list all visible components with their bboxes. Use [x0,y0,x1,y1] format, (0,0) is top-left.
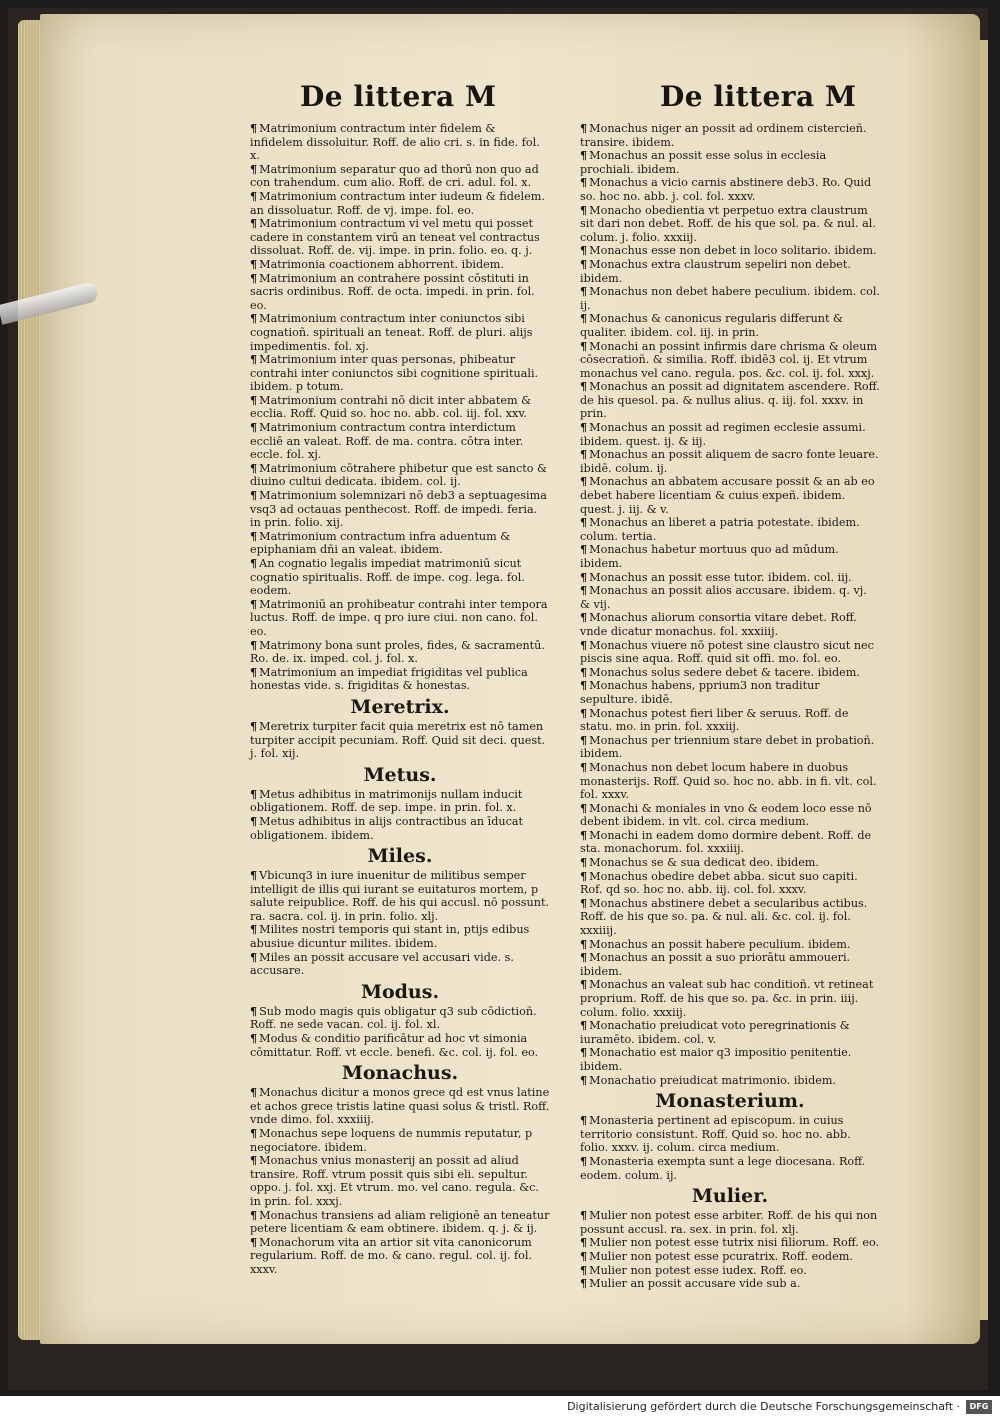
index-entry [580,516,880,543]
index-entry [580,1277,880,1291]
index-entry [580,285,880,312]
index-entry-text: Monachus se & sua dedicat deo. ibidem. [589,856,819,870]
paragraph-mark-icon: ¶ [580,868,588,883]
index-entry-text: Matrimonium contractum inter fidelem & infidelem dissoluitur. Roff. de alio cri. s. in fide. fol. x. [250,122,540,163]
index-entry [580,380,880,421]
index-entry-text: Monachus niger an possit ad ordinem cistercieñ. transire. ibidem. [580,122,867,149]
index-entry [250,598,550,639]
dfg-logo-icon: DFG [966,1400,992,1414]
index-entry-text: Monachus extra claustrum sepeliri non debet. ibidem. [580,257,851,285]
index-entry-text: Matrimonium an contrahere possint cōstituti in sacris ordinibus. Roff. de octa. impedi. in prin. fol. eo. [250,271,535,312]
index-entry-text: Monachus & canonicus regularis differunt & qualiter. ibidem. col. iij. in prin. [580,312,843,339]
index-entry [580,312,880,339]
index-entry [250,530,550,557]
paragraph-mark-icon: ¶ [580,610,588,625]
index-entry-text: Monachus esse non debet in loco solitario. ibidem. [589,244,877,258]
index-entry [580,679,880,706]
index-entry-text: Monachus aliorum consortia vitare debet. Roff. vnde dicatur monachus. fol. xxxiiij. [580,611,857,638]
index-entry-text: Monasteria pertinent ad episcopum. in cuius territorio consistunt. Roff. Quid so. hoc no. abb. folio. xxxv. ij. colum. circa medium. [580,1114,851,1155]
index-entry-text: Monachus non debet habere peculium. ibidem. col. ij. [580,285,880,312]
index-entry [250,720,550,761]
index-entry-text: An cognatio legalis impediat matrimoniū sicut cognatio spiritualis. Roff. de impe. cog. lega. fol. eodem. [250,557,525,598]
index-entry [250,1154,550,1208]
paragraph-mark-icon: ¶ [580,1208,588,1223]
index-entry-text: Monachus transiens ad aliam religionē an teneatur petere licentiam & eam obtinere. ibidem. q. j. & ij. [250,1208,550,1236]
index-entry-text: Metus adhibitus in matrimonijs nullam inducit obligationem. Roff. de sep. impe. in prin. fol. x. [250,787,523,815]
index-entry [250,489,550,530]
paragraph-mark-icon: ¶ [250,528,258,543]
paragraph-mark-icon: ¶ [580,420,588,435]
index-entry-text: Monachus an valeat sub hac conditioñ. vt retineat proprium. Roff. de his que so. pa. &c. in prin. iiij. colum. folio. xxxiij. [580,978,874,1019]
paragraph-mark-icon: ¶ [580,895,588,910]
index-entry [580,149,880,176]
index-entry [250,923,550,950]
index-entry [580,1250,880,1264]
index-entry [250,557,550,598]
index-entry [250,272,550,313]
index-entry-text: Monachus an abbatem accusare possit & an ab eo debet habere licentiam & cuius expeñ. ibidem. quest. j. iij. & v. [580,475,875,516]
paragraph-mark-icon: ¶ [580,542,588,557]
paragraph-mark-icon: ¶ [580,583,588,598]
paragraph-mark-icon: ¶ [250,718,258,733]
paragraph-mark-icon: ¶ [580,977,588,992]
index-entry [580,1046,880,1073]
paragraph-mark-icon: ¶ [250,216,258,231]
index-entry-text: Mulier non potest esse iudex. Roff. eo. [589,1263,807,1277]
index-entry-text: Monachus viuere nō potest sine claustro sicut nec piscis sine aqua. Roff. quid sit offi. mo. fol. eo. [580,638,874,666]
paragraph-mark-icon: ¶ [580,1045,588,1060]
index-entry-text: Monachus an possit a suo priorātu ammoueri. ibidem. [580,951,851,978]
index-entry-text: Mulier non potest esse pcuratrix. Roff. eodem. [589,1249,853,1263]
index-entry-text: Matrimonium contrahi nō dicit inter abbatem & ecclia. Roff. Quid so. hoc no. abb. col. iij. fol. xxv. [250,393,532,421]
paragraph-mark-icon: ¶ [250,161,258,176]
index-entry-text: Sub modo magis quis obligatur q3 sub cōdictioñ. Roff. ne sede vacan. col. ij. fol. xl. [250,1004,537,1032]
paragraph-mark-icon: ¶ [580,855,588,870]
paragraph-mark-icon: ¶ [580,515,588,530]
index-entry [580,978,880,1019]
paragraph-mark-icon: ¶ [580,1153,588,1168]
paragraph-mark-icon: ¶ [250,1153,258,1168]
index-entry-text: Vbicunq3 in iure inuenitur de militibus semper intelligit de illis qui iurant se euitaturos mortem, p salute reipublice. Roff. de his qui accusl. nō possunt. ra. sacra. col. ij. in prin. folio. xlj. [250,869,550,923]
index-column-left [250,122,550,1277]
paragraph-mark-icon: ¶ [580,664,588,679]
index-entry-text: Monachus obedire debet abba. sicut suo capiti. Rof. qd so. hoc no. abb. iij. col. fol. xxxv. [580,869,858,897]
running-head-right: De littera M [660,80,857,113]
paragraph-mark-icon: ¶ [580,800,588,815]
index-entry-text: Monachus an possit esse solus in ecclesia prochiali. ibidem. [580,149,827,176]
paragraph-mark-icon: ¶ [580,759,588,774]
index-entry-text: Monachi & moniales in vno & eodem loco esse nō debent ibidem. in vlt. col. circa medium. [580,801,872,829]
index-entry [250,1236,550,1277]
index-entry-text: Monachatio preiudicat voto peregrinationis & iuramēto. ibidem. col. v. [580,1019,850,1046]
index-entry [250,217,550,258]
index-heading: Modus. [360,980,440,1003]
index-entry [580,1155,880,1182]
paragraph-mark-icon: ¶ [250,1085,258,1100]
paragraph-mark-icon: ¶ [580,121,588,135]
index-entry-text: Monachus an possit esse tutor. ibidem. col. iij. [589,570,852,584]
footer-bar [0,1396,1000,1419]
index-entry [580,340,880,381]
index-heading: Mulier. [691,1185,769,1208]
index-entry [580,611,880,638]
index-entry [250,788,550,815]
index-entry [250,1127,550,1154]
index-entry [250,462,550,489]
running-head-left: De littera M [300,80,497,113]
index-entry-text: Monacho obedientia vt perpetuo extra claustrum sit dari non debet. Roff. de his que sol. pa. & nul. al. colum. j. folio. xxxiij. [580,203,876,244]
paragraph-mark-icon: ¶ [580,732,588,747]
index-entry-text: Monachus an possit ad dignitatem ascendere. Roff. de his quesol. pa. & nullus alius. q. iij. fol. xxxv. in prin. [580,380,880,421]
index-entry [580,1209,880,1236]
index-heading: Monasterium. [655,1090,805,1113]
index-entry-text: Monachus per triennium stare debet in probatioñ. ibidem. [580,733,875,761]
index-entry [580,571,880,585]
paragraph-mark-icon: ¶ [580,569,588,584]
paragraph-mark-icon: ¶ [580,827,588,842]
paragraph-mark-icon: ¶ [250,596,258,611]
paragraph-mark-icon: ¶ [580,379,588,394]
index-entry [250,421,550,462]
index-entry [580,666,880,680]
paragraph-mark-icon: ¶ [250,556,258,570]
paragraph-mark-icon: ¶ [580,1072,588,1087]
index-entry-text: Metus adhibitus in alijs contractibus an īducat obligationem. ibidem. [250,814,524,842]
index-entry [250,666,550,693]
paragraph-mark-icon: ¶ [250,664,258,679]
index-entry [580,584,880,611]
paragraph-mark-icon: ¶ [250,922,258,937]
index-entry [580,258,880,285]
index-entry [250,312,550,353]
paragraph-mark-icon: ¶ [250,188,258,203]
index-entry-text: Monachus habens, pprium3 non traditur sepulture. ibidē. [580,679,820,706]
paragraph-mark-icon: ¶ [580,678,588,693]
paragraph-mark-icon: ¶ [250,949,258,964]
paragraph-mark-icon: ¶ [250,1207,258,1222]
paragraph-mark-icon: ¶ [250,270,258,285]
index-heading: Monachus. [341,1062,459,1085]
paragraph-mark-icon: ¶ [580,256,588,271]
index-entry [250,639,550,666]
index-entry-text: Monachi an possint infirmis dare chrisma & oleum cōsecratioñ. & similia. Roff. ibidē3 col. ij. Et vtrum monachus vel cano. regula. pos. &c. col. ij. fol. xxxj. [580,339,878,380]
paragraph-mark-icon: ¶ [580,1276,588,1291]
index-entry-text: Matrimonium an impediat frigiditas vel publica honestas vide. s. frigiditas & honestas. [250,665,528,693]
paragraph-mark-icon: ¶ [580,311,588,326]
paragraph-mark-icon: ¶ [580,474,588,489]
index-heading: Meretrix. [350,695,450,718]
paragraph-mark-icon: ¶ [250,352,258,367]
index-entry [580,543,880,570]
paragraph-mark-icon: ¶ [250,868,258,883]
index-entry-text: Monachus a vicio carnis abstinere deb3. Ro. Quid so. hoc no. abb. j. col. fol. xxxv. [580,176,872,203]
index-entry [580,761,880,802]
index-entry-text: Mulier non potest esse tutrix nisi filiorum. Roff. eo. [589,1236,880,1250]
index-entry [580,1264,880,1278]
index-entry-text: Monasteria exempta sunt a lege diocesana. Roff. eodem. colum. ij. [580,1154,866,1182]
index-entry-text: Matrimonium contractum infra aduentum & epiphaniam dñi an valeat. ibidem. [250,529,511,557]
index-entry [580,829,880,856]
index-entry [250,258,550,272]
paragraph-mark-icon: ¶ [580,447,588,462]
paragraph-mark-icon: ¶ [580,1018,588,1033]
index-entry [580,448,880,475]
index-entry-text: Miles an possit accusare vel accusari vide. s. accusare. [250,950,514,978]
index-entry-text: Monachus an possit habere peculium. ibidem. [589,937,851,951]
index-entry [580,734,880,761]
index-entry-text: Mulier non potest esse arbiter. Roff. de his qui non possunt accusl. ra. sex. in prin. fol. xlj. [580,1209,878,1236]
index-heading: Miles. [367,845,433,868]
index-entry [580,1019,880,1046]
page-stack-edge-right [980,40,988,1320]
paragraph-mark-icon: ¶ [250,311,258,326]
index-entry [580,176,880,203]
paragraph-mark-icon: ¶ [250,637,258,652]
index-entry [250,122,550,163]
index-entry [580,1236,880,1250]
index-entry [250,394,550,421]
paragraph-mark-icon: ¶ [250,460,258,475]
index-entry-text: Modus & conditio parificātur ad hoc vt simonia cōmittatur. Roff. vt eccle. benefi. &c. col. ij. fol. eo. [250,1032,539,1059]
paragraph-mark-icon: ¶ [250,1234,258,1249]
index-entry [250,163,550,190]
paragraph-mark-icon: ¶ [250,1126,258,1140]
index-entry-text: Matrimonium inter quas personas, phibeatur contrahi inter coniunctos sibi cognitione spirituali. ibidem. p totum. [250,353,539,394]
paragraph-mark-icon: ¶ [580,705,588,720]
paragraph-mark-icon: ¶ [250,1003,258,1018]
index-entry-text: Monachus solus sedere debet & tacere. ibidem. [589,665,860,679]
index-entry-text: Monachus an possit ad regimen ecclesie assumi. ibidem. quest. ij. & iij. [580,421,866,448]
paragraph-mark-icon: ¶ [250,786,258,801]
paragraph-mark-icon: ¶ [580,637,588,652]
index-entry [250,1005,550,1032]
paragraph-mark-icon: ¶ [250,420,258,435]
index-entry [250,1209,550,1236]
index-entry [250,951,550,978]
index-entry-text: Milites nostri temporis qui stant in, ptijs edibus abusiue dicuntur milites. ibidem. [250,923,530,951]
index-entry [250,190,550,217]
index-heading: Metus. [363,763,437,786]
paragraph-mark-icon: ¶ [250,813,258,828]
index-entry [580,421,880,448]
index-entry-text: Matrimonium cōtrahere phibetur que est sancto & diuino cultui dedicata. ibidem. col. ij. [250,461,547,489]
index-entry-text: Matrimonia coactionem abhorrent. ibidem. [259,257,504,271]
paragraph-mark-icon: ¶ [580,1235,588,1250]
paragraph-mark-icon: ¶ [250,121,258,135]
paragraph-mark-icon: ¶ [580,202,588,217]
index-entry-text: Matrimonium contractum inter iudeum & fidelem. an dissoluatur. Roff. de vj. impe. fol. eo. [250,189,545,217]
paragraph-mark-icon: ¶ [580,243,588,258]
paragraph-mark-icon: ¶ [580,284,588,299]
index-entry-text: Matrimonium separatur quo ad thorū non quo ad con trahendum. cum alio. Roff. de cri. adul. fol. x. [250,162,539,190]
index-entry [250,1086,550,1127]
paragraph-mark-icon: ¶ [250,1031,258,1046]
page-stack-edge-left [18,20,42,1340]
index-entry [580,707,880,734]
index-entry [250,869,550,923]
index-entry [250,353,550,394]
index-entry [250,1032,550,1059]
paragraph-mark-icon: ¶ [250,392,258,407]
index-entry-text: Monachus vnius monasterij an possit ad aliud transire. Roff. vtrum possit quis sibi eli. sepultur. oppo. j. fol. xxj. Et vtrum. mo. vel cano. regula. &c. in prin. fol. xxxj. [250,1154,539,1208]
index-entry-text: Monachus dicitur a monos grece qd est vnus latine et achos grece tristis latine quasi solus & tristl. Roff. vnde dimo. fol. xxxiiij. [250,1086,550,1127]
index-entry [580,1114,880,1155]
paragraph-mark-icon: ¶ [580,175,588,190]
paragraph-mark-icon: ¶ [580,1262,588,1277]
index-entry-text: Monachus sepe loquens de nummis reputatur, p negociatore. ibidem. [250,1127,533,1154]
index-entry-text: Monachatio est maior q3 impositio penitentie. ibidem. [580,1046,852,1073]
index-entry-text: Matrimony bona sunt proles, fides, & sacramentū. Ro. de. ix. imped. col. j. fol. x. [250,638,545,666]
index-entry-text: Mulier an possit accusare vide sub a. [589,1277,801,1291]
paragraph-mark-icon: ¶ [250,488,258,503]
paragraph-mark-icon: ¶ [580,950,588,965]
index-entry [580,856,880,870]
index-entry-text: Monachus an possit alios accusare. ibidem. q. vj. & vij. [580,584,867,611]
index-entry [580,475,880,516]
footer-credit: Digitalisierung gefördert durch die Deutsche Forschungsgemeinschaft · [567,1400,960,1413]
index-entry-text: Matrimonium contractum inter coniunctos sibi cognatioñ. spirituali an teneat. Roff. de pluri. alijs impedimentis. fol. xj. [250,312,533,353]
index-entry [580,870,880,897]
index-column-right [580,122,880,1291]
index-entry [580,951,880,978]
paragraph-mark-icon: ¶ [580,338,588,353]
index-entry-text: Monachus non debet locum habere in duobus monasterijs. Roff. Quid so. hoc no. abb. in fi. vlt. col. fol. xxxv. [580,760,877,802]
paragraph-mark-icon: ¶ [250,256,258,271]
index-entry [580,897,880,938]
paragraph-mark-icon: ¶ [580,148,588,163]
paragraph-mark-icon: ¶ [580,1113,588,1128]
index-entry-text: Monachus an liberet a patria potestate. ibidem. colum. tertia. [580,516,860,543]
index-entry-text: Monachi in eadem domo dormire debent. Roff. de sta. monachorum. fol. xxxiiij. [580,828,872,856]
index-entry [580,122,880,149]
index-entry [580,244,880,258]
index-entry-text: Monachus habetur mortuus quo ad mūdum. ibidem. [580,543,839,570]
index-entry [250,815,550,842]
index-entry-text: Meretrix turpiter facit quia meretrix est nō tamen turpiter accipit pecuniam. Roff. Quid sit deci. quest. j. fol. xij. [250,719,546,761]
index-entry [580,639,880,666]
index-entry [580,204,880,245]
index-entry [580,938,880,952]
index-entry-text: Monachus an possit aliquem de sacro fonte leuare. ibidē. colum. ij. [580,448,879,475]
index-entry [580,1074,880,1088]
paragraph-mark-icon: ¶ [580,1248,588,1263]
index-entry-text: Monachus potest fieri liber & seruus. Roff. de statu. mo. in prin. fol. xxxiij. [580,706,849,734]
index-entry-text: Monachus abstinere debet a secularibus actibus. Roff. de his que so. pa. & nul. ali. &c. col. ij. fol. xxxiiij. [580,896,868,938]
index-entry-text: Monachatio preiudicat matrimonio. ibidem. [589,1073,837,1087]
paragraph-mark-icon: ¶ [580,936,588,951]
index-entry-text: Matrimoniū an prohibeatur contrahi inter tempora luctus. Roff. de impe. q pro iure ciui. non cano. fol. eo. [250,597,548,638]
index-entry-text: Matrimonium solemnizari nō deb3 a septuagesima vsq3 ad octauas penthecost. Roff. de impedi. feria. in prin. folio. xij. [250,489,547,530]
index-entry-text: Matrimonium contractum vi vel metu qui posset cadere in constantem virū an teneat vel contractus dissoluat. Roff. de. vij. impe. in prin. folio. eo. q. j. [250,217,540,258]
index-entry [580,802,880,829]
index-entry-text: Matrimonium contractum contra interdictum eccliē an valeat. Roff. de ma. contra. cōtra inter. eccle. fol. xj. [250,421,524,462]
index-entry-text: Monachorum vita an artior sit vita canonicorum regularium. Roff. de mo. & cano. regul. col. ij. fol. xxxv. [250,1235,533,1276]
